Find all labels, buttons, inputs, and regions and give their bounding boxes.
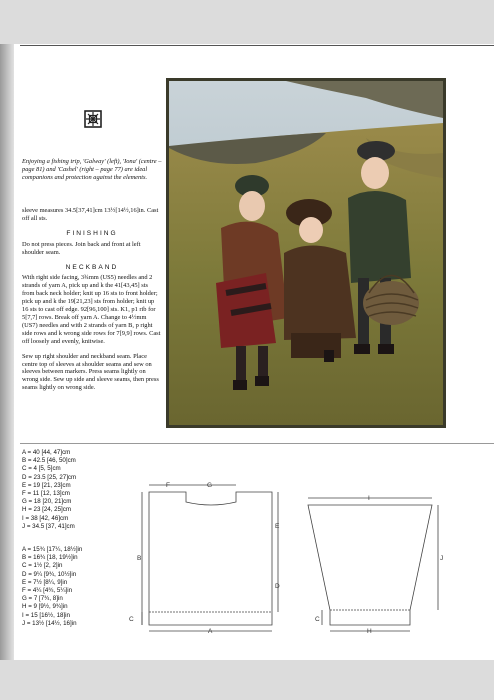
measurement-b-in: B = 16¾ [18, 19½]in [22, 554, 78, 562]
label-h: H [367, 628, 372, 635]
finishing-text: Do not press pieces. Join back and front at left shoulder seam. [22, 240, 141, 256]
label-sleeve-c: C [315, 616, 320, 623]
measurement-d-cm: D = 23.5 [25, 27]cm [22, 473, 77, 481]
finishing-heading: FINISHING [66, 229, 118, 237]
measurement-j-in: J = 13½ [14½, 16]in [22, 619, 77, 627]
measurement-e-cm: E = 19 [21, 23]cm [22, 481, 71, 489]
label-g: G [207, 482, 213, 489]
measurement-h-cm: H = 23 [24, 25]cm [22, 506, 72, 514]
label-e: E [275, 523, 280, 530]
measurement-h-in: H = 9 [9½, 9¾]in [22, 603, 68, 611]
measurement-b-cm: B = 42.5 [46, 50]cm [22, 457, 76, 465]
measurement-a-cm: A = 40 [44, 47]cm [22, 449, 71, 456]
body-schematic [142, 485, 278, 631]
measurement-c-in: C = 1½ [2, 2]in [22, 562, 63, 570]
measurement-f-in: F = 4¼ [4¾, 5¼]in [22, 587, 73, 595]
label-b: B [137, 555, 142, 562]
measurement-g-in: G = 7 [7¾, 8]in [22, 595, 63, 603]
measurement-j-cm: J = 34.5 [37, 41]cm [22, 522, 75, 530]
intro-text: sleeve measures 34.5[37,41]cm 13½[14½,16]in. Cast off all sts. [22, 207, 159, 222]
measurement-a-in: A = 15¾ [17¼, 18½]in [22, 546, 83, 553]
label-i: I [368, 495, 370, 502]
label-c: C [129, 616, 134, 623]
measurement-e-in: E = 7½ [8¼, 9]in [22, 578, 68, 586]
neckband-text: With right side facing, 3¾mm (US5) needles and 2 strands of yarn A, pick up and k the 41[43,45] sts from back neck holder; knit up 16 sts to front holder; pick up and k the 19[21,23] sts from holder; knit up 16 sts to cast off edge. 92[96,100] sts. K1, p1 rib for 5[7,7] rows. Break off yarn A. Change to 4½mm (US7) needles and with 2 strands of yarn B, p right side rows and k wrong side rows for 7[9,9] rows. Cast off loosely and evenly, knitwise. [22, 274, 161, 345]
measurement-i-cm: I = 38 [42, 46]cm [22, 514, 69, 522]
measurement-g-cm: G = 18 [20, 21]cm [22, 498, 72, 506]
neckband-heading: NECKBAND [65, 263, 119, 271]
label-d: D [275, 583, 280, 590]
measurement-d-in: D = 9¼ [9¾, 10½]in [22, 570, 77, 578]
label-j: J [440, 555, 444, 562]
label-f: F [166, 482, 170, 489]
label-a: A [208, 628, 213, 635]
photo-caption: Enjoying a fishing trip, 'Galway' (left), 'Iona' (centre – page 81) and 'Cashel' (right – page 77) are ideal companions and protection against the elements. [22, 158, 162, 182]
measurement-f-cm: F = 11 [12, 13]cm [22, 490, 70, 498]
finale-text: Sew up right shoulder and neckband seam. Place centre top of sleeves at shoulder seams and sew on sleeves between markers. Press seams lightly on wrong side. Sew up side and sleeve seams, then press seams lightly on wrong side. [22, 352, 159, 392]
measurement-c-cm: C = 4 [5, 5]cm [22, 465, 61, 473]
measurement-i-in: I = 15 [16½, 18]in [22, 611, 70, 619]
sleeve-schematic [308, 498, 438, 631]
